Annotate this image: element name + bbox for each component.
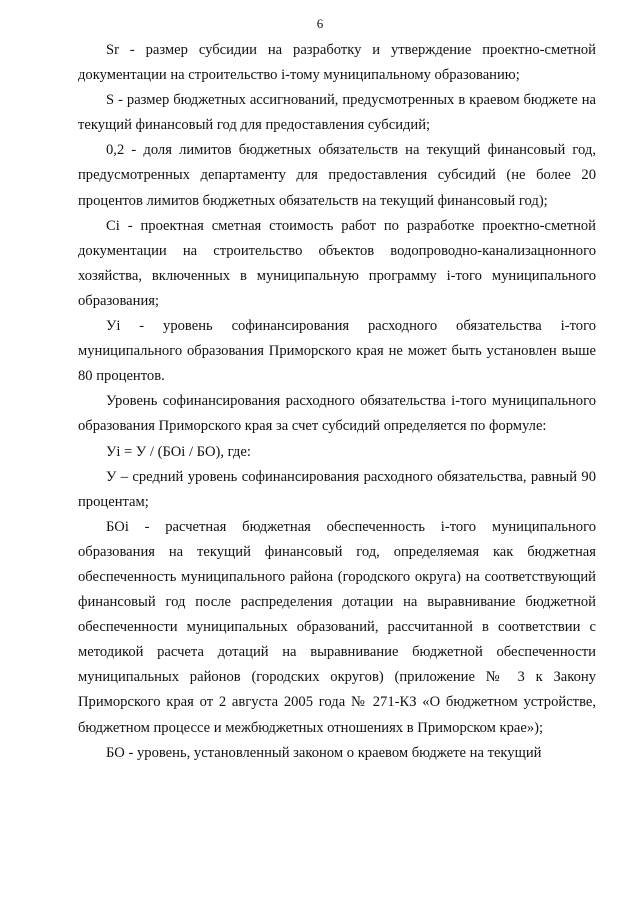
paragraph-cofinancing-level: Уровень софинансирования расходного обязательства i-того муниципального образования Приморского края за счет субсидий определяется по формуле: — [78, 393, 596, 435]
paragraph-sr-definition: Sr - размер субсидии на разработку и утверждение проектно-сметной документации на строительство i-тому муниципальному образованию; — [78, 42, 596, 84]
page-number: 6 — [316, 16, 324, 31]
paragraph-ci-definition: Ci - проектная сметная стоимость работ по разработке проектно-сметной документации на строительство объектов водопроводно-канализацнонного хозяйства, включенных в муниципальную программу i-того муниципального образования; — [78, 217, 596, 309]
paragraph-limit-share: 0,2 - доля лимитов бюджетных обязательств на текущий финансовый год, предусмотренных департаменту для предоставления субсидий (не более 20 процентов лимитов бюджетных обязательств на текущий финансовый год); — [78, 142, 596, 209]
paragraph-y-definition: У – средний уровень софинансирования расходного обязательства, равный 90 процентам; — [78, 468, 596, 510]
paragraph-formula: Уi = У / (БОi / БО), где: — [106, 443, 251, 460]
paragraph-boi-definition: БОi - расчетная бюджетная обеспеченность i-того муниципального образования на текущий финансовый год, определяемая как бюджетная обеспеченность муниципального района (городского округа) на соответствующий финансовый год после распределения дотации на выравнивание бюджетной обеспеченности муниципальных образований, рассчитанной в соответствии с методикой расчета дотаций на выравнивание бюджетной обеспеченности муниципальных районов (городских округов) (приложение № 3 к Закону Приморского края от 2 августа 2005 года № 271-КЗ «О бюджетном устройстве, бюджетном процессе и межбюджетных отношениях в Приморском крае»); — [78, 518, 596, 736]
paragraph-s-definition: S - размер бюджетных ассигнований, предусмотренных в краевом бюджете на текущий финансовый год для предоставления субсидий; — [78, 92, 596, 134]
paragraph-bo-definition: БО - уровень, установленный законом о краевом бюджете на текущий — [106, 744, 542, 761]
paragraph-yi-definition: Уi - уровень софинансирования расходного обязательства i-того муниципального образования Приморского края не может быть установлен выше 80 процентов. — [78, 318, 596, 385]
document-body — [78, 38, 596, 766]
